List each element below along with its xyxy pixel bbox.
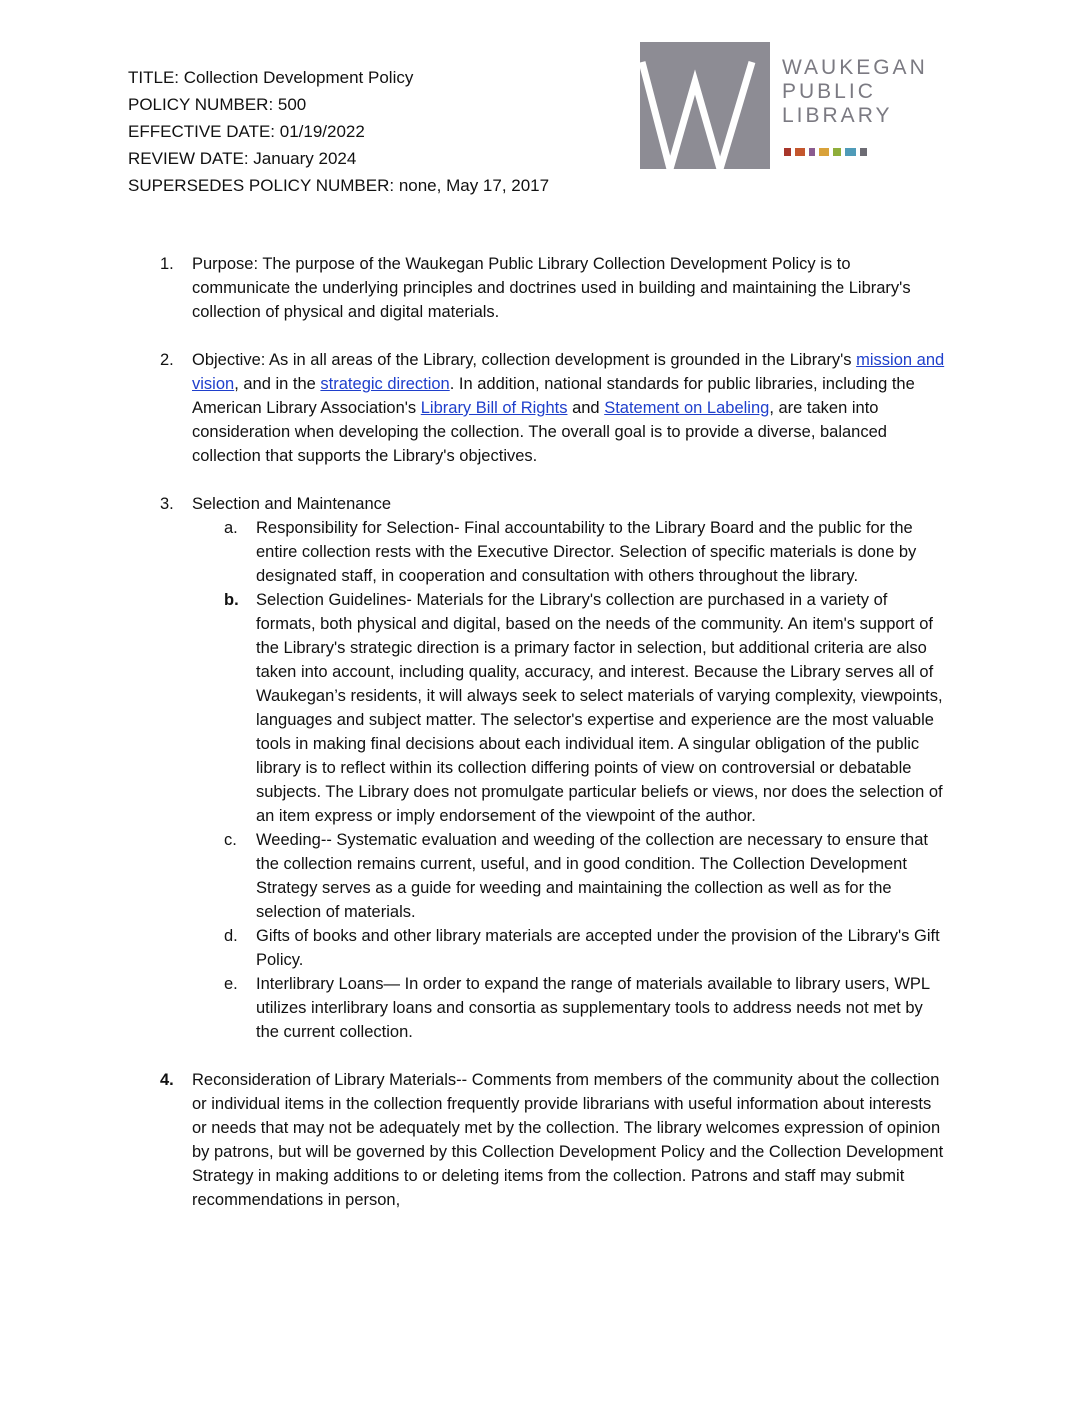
- section-text-part: , and in the: [234, 375, 321, 393]
- logo-square: [809, 148, 815, 156]
- policy-title: TITLE: Collection Development Policy: [128, 68, 414, 87]
- sub-letter: d.: [224, 927, 238, 945]
- logo-square: [819, 148, 829, 156]
- sub-text: Selection Guidelines- Materials for the Library's collection are purchased in a variety of formats, both physical and digital, based on the needs of the community. An item's support of the Library's strategic direction is a primary factor in selection, but additional criteria are also taken into account, including quality, accuracy, and interest. Because the Library serves all of Waukegan’s residents, it will always seek to select materials of varying complexity, viewpoints, languages and subject matter. The selector's expertise and experience are the most valuable tools in making final decisions about each individual item. A singular obligation of the public library is to reflect within its collection differing points of view on controversial or debatable subjects. The Library does not promulgate particular beliefs or views, nor does the selection of an item express or imply endorsement of the viewpoint of the author.: [256, 591, 943, 825]
- review-date: REVIEW DATE: January 2024: [128, 149, 357, 168]
- section-text-part: . In addition, national standards for public libraries, including the American Library Association's: [192, 375, 915, 417]
- logo-w-mark: [640, 42, 770, 169]
- sub-text: Gifts of books and other library materials are accepted under the provision of the Library's Gift Policy.: [256, 927, 940, 969]
- sub-letter: e.: [224, 975, 238, 993]
- logo-square: [833, 148, 841, 156]
- logo-square: [784, 148, 791, 156]
- section-purpose: [160, 252, 950, 324]
- section-reconsideration: [160, 1068, 950, 1212]
- section-text-part: , are taken into consideration when developing the collection. The overall goal is to provide a diverse, balanced collection that supports the Library's objectives.: [192, 399, 887, 465]
- sub-text: Responsibility for Selection- Final accountability to the Library Board and the public for the entire collection rests with the Executive Director. Selection of specific materials is done by designated staff, in cooperation and consultation with others throughout the library.: [256, 519, 917, 585]
- logo-line-1: WAUKEGAN: [782, 56, 928, 79]
- section-text: Reconsideration of Library Materials-- Comments from members of the community about the collection or individual items in the collection frequently provide librarians with useful information about interests or needs that may not be adequately met by the collection. The library welcomes expression of opinion by patrons, but will be governed by this Collection Development Policy and the Collection Development Strategy in making additions to or deleting items from the collection. Patrons and staff may submit recommendations in person,: [192, 1071, 944, 1209]
- sub-letter: a.: [224, 519, 238, 537]
- selection-sublist: [160, 516, 950, 1044]
- section-number: 3.: [160, 495, 174, 513]
- library-logo: [640, 42, 960, 172]
- logo-line-2: PUBLIC: [782, 80, 876, 103]
- sub-letter: c.: [224, 831, 237, 849]
- section-heading: Selection and Maintenance: [192, 495, 392, 513]
- logo-color-squares: [784, 148, 904, 158]
- sub-item-interlibrary-loans: [160, 972, 950, 1044]
- section-text-part: Objective: As in all areas of the Library, collection development is grounded in the Library's: [192, 351, 857, 369]
- logo-square: [860, 148, 867, 156]
- statement-on-labeling-link[interactable]: Statement on Labeling: [604, 399, 770, 417]
- bill-of-rights-link[interactable]: Library Bill of Rights: [420, 399, 568, 417]
- logo-w-glyph: [640, 42, 770, 169]
- section-number: 4.: [160, 1071, 174, 1089]
- supersedes-policy: SUPERSEDES POLICY NUMBER: none, May 17, 2017: [128, 176, 550, 195]
- logo-square: [795, 148, 805, 156]
- sub-letter: b.: [224, 591, 239, 609]
- effective-date: EFFECTIVE DATE: 01/19/2022: [128, 122, 365, 141]
- section-number: 1.: [160, 255, 174, 273]
- logo-line-3: LIBRARY: [782, 104, 893, 127]
- mission-vision-link[interactable]: mission and vision: [192, 351, 945, 393]
- policy-body: [160, 252, 950, 1236]
- sub-item-guidelines: [160, 588, 950, 828]
- sub-text: Weeding-- Systematic evaluation and weeding of the collection are necessary to ensure that the collection remains current, useful, and in good condition. The Collection Development Strategy serves as a guide for weeding and maintaining the collection as well as for the selection of materials.: [256, 831, 928, 921]
- section-text: Purpose: The purpose of the Waukegan Public Library Collection Development Policy is to communicate the underlying principles and doctrines used in building and maintaining the Library's collection of physical and digital materials.: [192, 255, 911, 321]
- section-selection: [160, 492, 950, 1044]
- section-objective: [160, 348, 950, 468]
- logo-square: [845, 148, 856, 156]
- sub-text: Interlibrary Loans— In order to expand the range of materials available to library users, WPL utilizes interlibrary loans and consortia as supplementary tools to address needs not met by the current collection.: [256, 975, 930, 1041]
- strategic-direction-link[interactable]: strategic direction: [320, 375, 450, 393]
- policy-header: [128, 64, 549, 199]
- sub-item-gifts: [160, 924, 950, 972]
- sub-item-responsibility: [160, 516, 950, 588]
- section-text-part: and: [567, 399, 605, 417]
- policy-number: POLICY NUMBER: 500: [128, 95, 307, 114]
- section-number: 2.: [160, 351, 174, 369]
- logo-wordmark: [782, 56, 928, 128]
- sub-item-weeding: [160, 828, 950, 924]
